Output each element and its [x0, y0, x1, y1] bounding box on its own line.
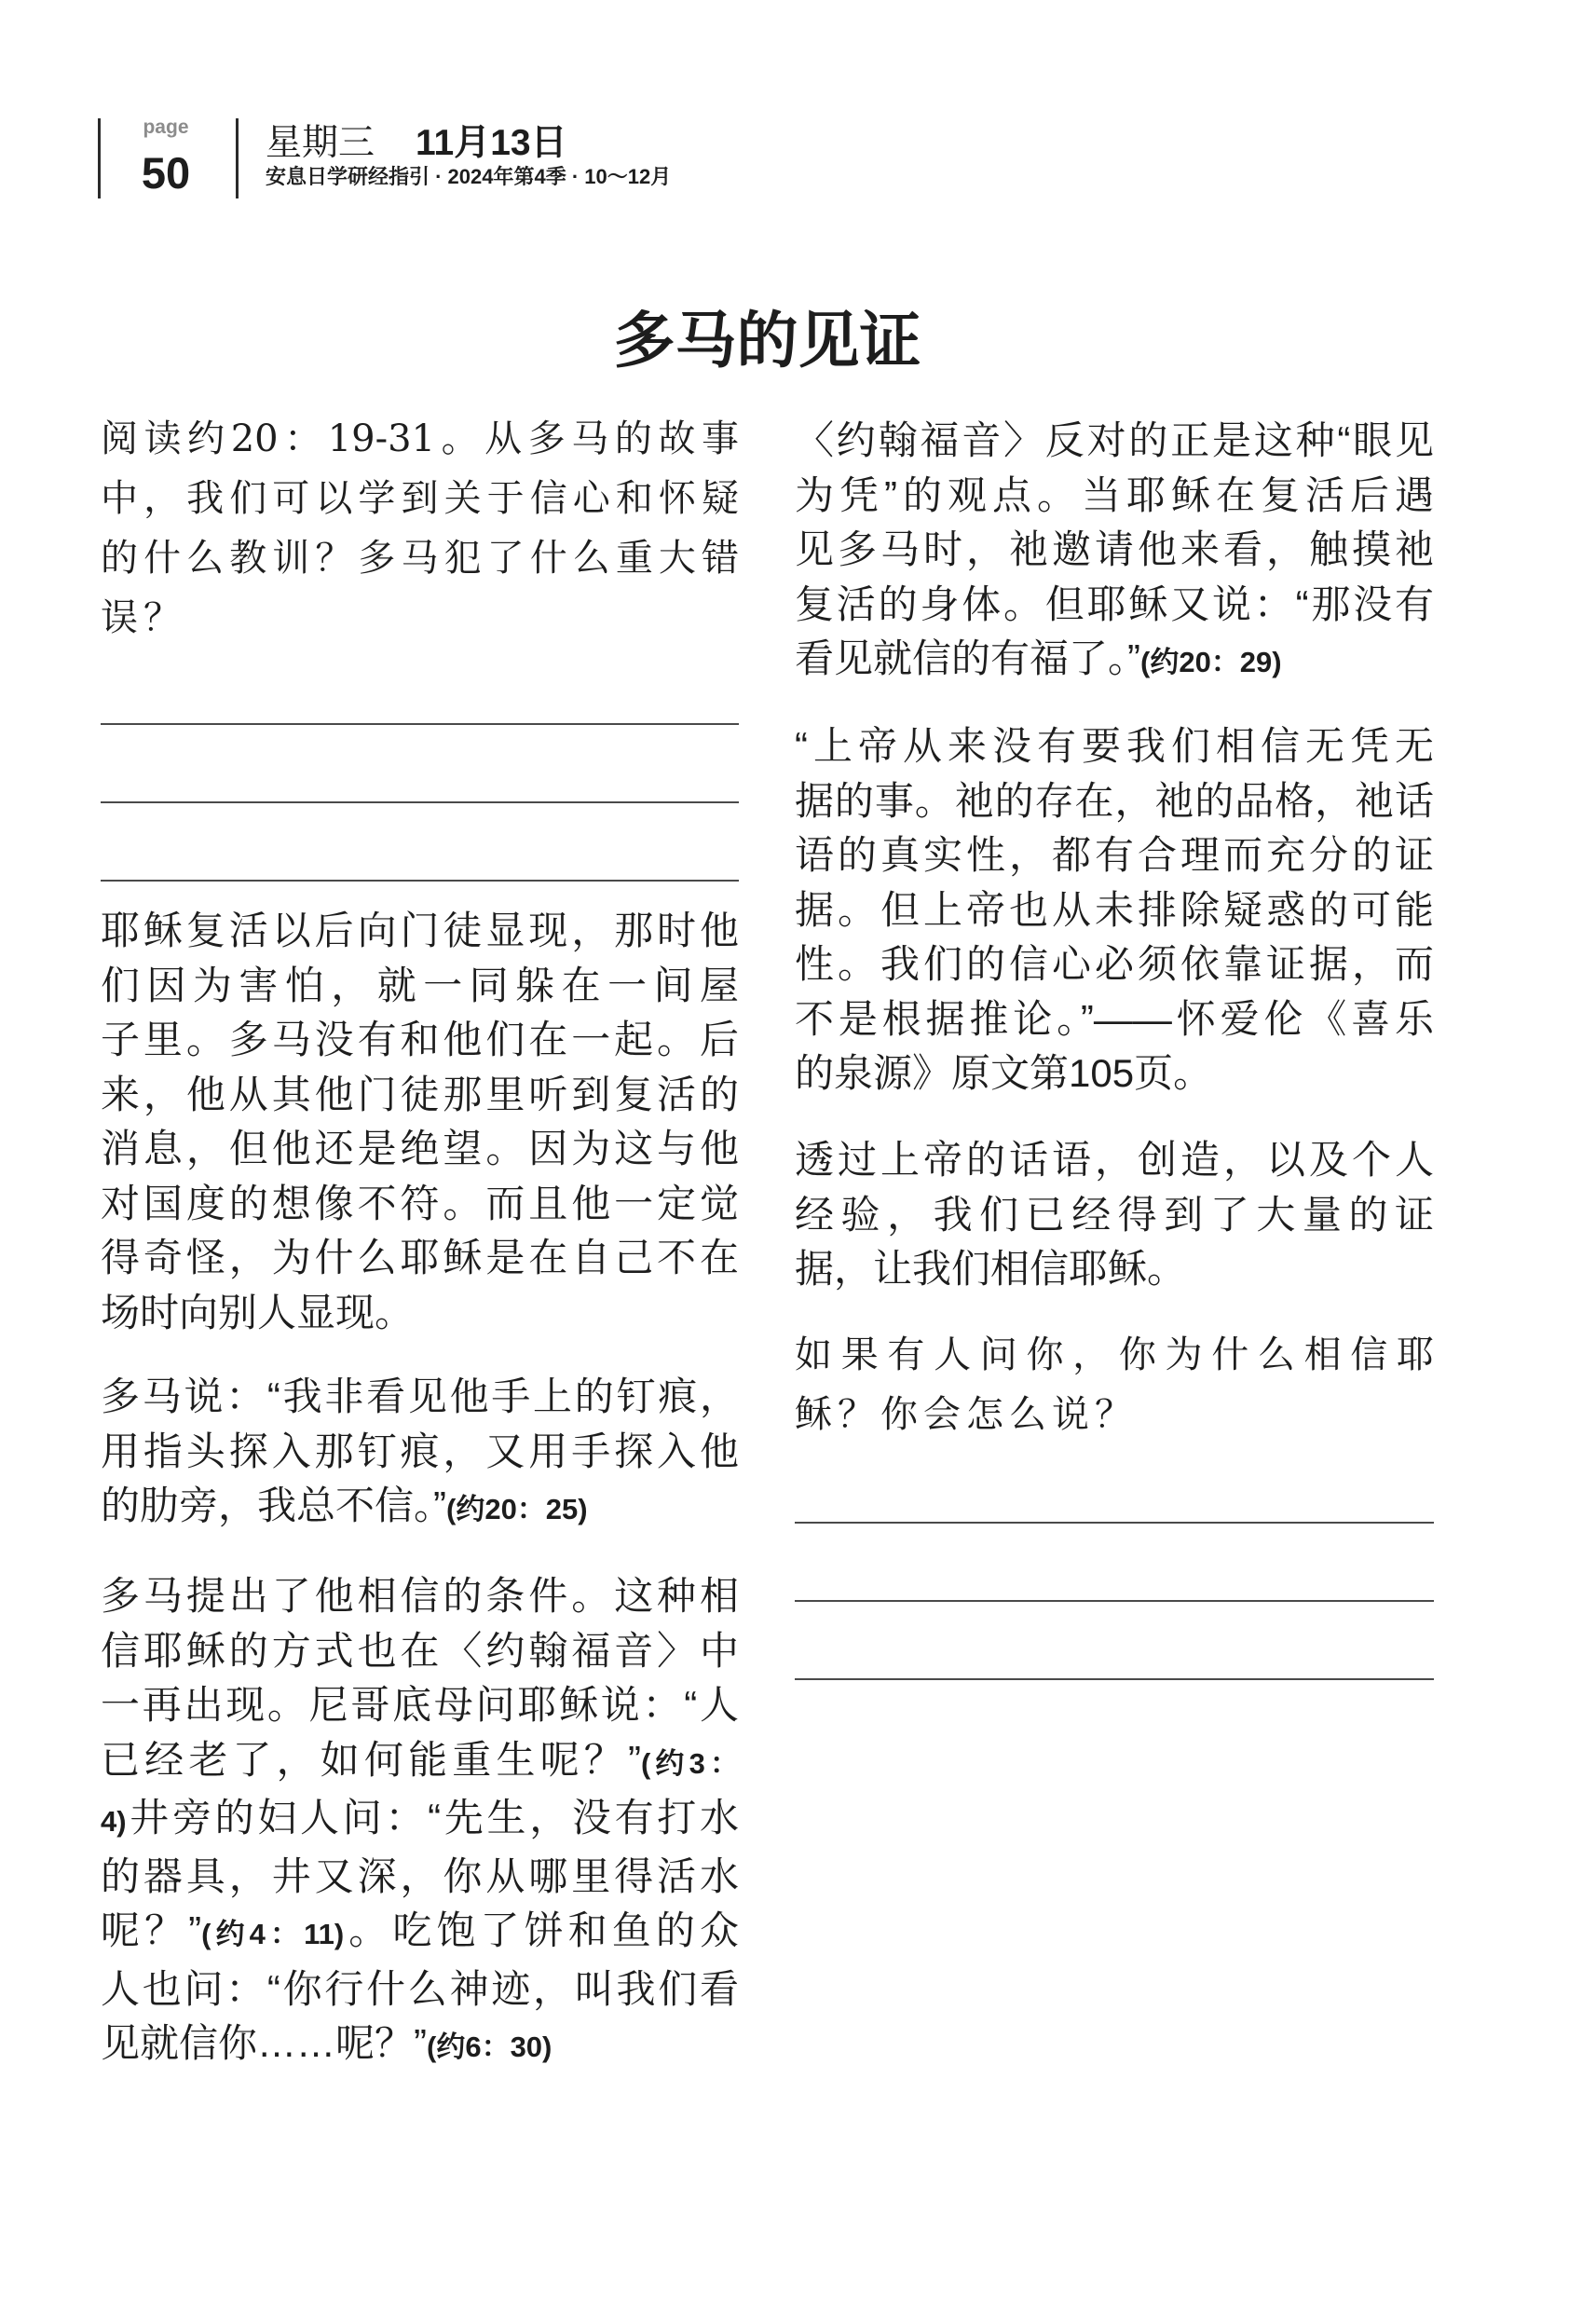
text-line [101, 1231, 739, 1286]
text-segment: 一再出现。尼哥底母问耶稣说：“人 [101, 1683, 739, 1727]
text-segment: 为凭”的观点。当耶稣在复活后遇 [795, 472, 1434, 517]
text-segment: 子里。多马没有和他们在一起。后 [101, 1018, 739, 1061]
text-line [795, 523, 1434, 578]
text-line [101, 1569, 739, 1624]
text-line [795, 1188, 1434, 1243]
text-segment: 语的真实性，都有合理而充分的证 [795, 833, 1434, 877]
scripture-reference: (约20：29) [1140, 646, 1282, 678]
text-segment: 。吃饱了饼和鱼的众 [344, 1908, 739, 1952]
text-line [101, 1904, 739, 1962]
scripture-reference: 4) [101, 1805, 127, 1838]
answer-line [101, 880, 739, 882]
text-segment: 信耶稣的方式也在〈约翰福音〉中 [101, 1628, 739, 1673]
lesson-title: 多马的见证 [613, 304, 921, 376]
text-line [101, 1850, 739, 1905]
text-segment: 性。我们的信心必须依靠证据，而 [795, 942, 1434, 986]
text-segment: 误？ [101, 596, 186, 639]
text-line [795, 1325, 1434, 1385]
text-line [101, 1425, 739, 1480]
scripture-reference: (约6：30) [427, 2031, 552, 2063]
answer-line [101, 723, 739, 725]
text-line [795, 1385, 1434, 1444]
page-number: 50 [141, 148, 191, 198]
text-segment: 来，他从其他门徒那里听到复活的 [101, 1072, 739, 1116]
text-segment: 经验，我们已经得到了大量的证 [795, 1192, 1434, 1237]
text-segment: 复活的身体。但耶稣又说：“那没有 [795, 581, 1434, 626]
answer-line [795, 1600, 1434, 1602]
text-segment: 耶稣复活以后向门徒显现，那时他 [101, 909, 739, 952]
text-segment: 阅读约20：19-31。从多马的故事 [101, 417, 739, 460]
text-segment: 得奇怪，为什么耶稣是在自己不在 [101, 1236, 739, 1279]
text-line [101, 1177, 739, 1232]
text-segment: 多马提出了他相信的条件。这种相 [101, 1574, 739, 1618]
answer-line [795, 1678, 1434, 1680]
weekday: 星期三 [266, 123, 375, 163]
body-paragraph [795, 1133, 1434, 1297]
scripture-reference: (约4：11) [201, 1918, 345, 1950]
text-segment: 们因为害怕，就一同躲在一间屋 [101, 963, 739, 1007]
text-segment: 场时向别人显现。 [101, 1290, 415, 1334]
text-line [795, 1046, 1434, 1101]
text-segment: 见多马时，祂邀请他来看，触摸祂 [795, 527, 1434, 571]
text-line [795, 1133, 1434, 1188]
text-segment: 的器具，井又深，你从哪里得活水 [101, 1853, 739, 1898]
header-divider [98, 118, 101, 198]
text-segment: 据的事。祂的存在，祂的品格，祂话 [795, 778, 1434, 823]
text-line [101, 1624, 739, 1679]
text-segment: 人也问：“你行什么神迹，叫我们看 [101, 1966, 739, 2011]
text-segment: “上帝从来没有要我们相信无凭无 [795, 724, 1434, 768]
text-line [101, 1678, 739, 1733]
header-divider [236, 118, 239, 198]
text-segment: 见就信你……呢？” [101, 2021, 427, 2065]
text-line [795, 774, 1434, 829]
body-paragraph [101, 1370, 739, 1538]
text-segment: 已经老了，如何能重生呢？” [101, 1737, 641, 1782]
text-segment: 稣？你会怎么说？ [795, 1393, 1138, 1436]
text-line [101, 1068, 739, 1123]
scripture-reference: (约20：25) [446, 1493, 588, 1525]
text-line [101, 588, 739, 648]
text-line [795, 469, 1434, 524]
lesson-guide-subtitle: 安息日学研经指引 · 2024年第4季 · 10～12月 [266, 165, 672, 188]
text-segment: 井旁的妇人问：“先生，没有打水 [126, 1796, 739, 1839]
text-line [101, 1370, 739, 1425]
text-segment: 对国度的想像不符。而且他一定觉 [101, 1181, 739, 1225]
page-label: page [143, 116, 189, 138]
text-line [795, 632, 1434, 691]
text-segment: 如果有人问你，你为什么相信耶 [795, 1333, 1434, 1376]
text-line [101, 1791, 739, 1850]
text-line [101, 1479, 739, 1538]
text-segment: 呢？” [101, 1908, 202, 1952]
text-line [101, 959, 739, 1014]
text-line [101, 1733, 739, 1792]
scripture-reference: (约3： [640, 1746, 739, 1780]
text-segment: 的肋旁，我总不信。” [101, 1484, 446, 1527]
text-line [101, 1013, 739, 1068]
text-segment: 中，我们可以学到关于信心和怀疑 [101, 477, 739, 520]
reflection-question [795, 1325, 1434, 1444]
text-segment: 的泉源》原文第105页。 [795, 1051, 1213, 1095]
body-paragraph [795, 414, 1434, 691]
date: 11月13日 [416, 123, 567, 163]
text-line [795, 1242, 1434, 1297]
text-line [101, 409, 739, 469]
text-segment: 〈约翰福音〉反对的正是这种“眼见 [795, 418, 1434, 462]
text-segment: 据，让我们相信耶稣。 [795, 1247, 1187, 1291]
text-line [101, 2017, 739, 2075]
text-line [101, 1286, 739, 1341]
answer-line [795, 1522, 1434, 1524]
text-line [101, 528, 739, 588]
text-line [101, 904, 739, 959]
study-question [101, 409, 739, 648]
text-segment: 的什么教训？多马犯了什么重大错 [101, 537, 739, 580]
body-paragraph [101, 904, 739, 1340]
text-line [795, 937, 1434, 992]
text-segment: 看见就信的有福了。” [795, 636, 1140, 680]
text-line [795, 992, 1434, 1047]
body-paragraph [101, 1569, 739, 2075]
text-segment: 用指头探入那钉痕，又用手探入他 [101, 1429, 739, 1473]
text-segment: 消息，但他还是绝望。因为这与他 [101, 1127, 739, 1170]
text-segment: 透过上帝的话语，创造，以及个人 [795, 1138, 1434, 1182]
text-line [101, 469, 739, 528]
text-line [101, 1122, 739, 1177]
text-segment: 不是根据推论。”——怀爱伦《喜乐 [795, 996, 1434, 1041]
text-line [795, 828, 1434, 883]
text-line [795, 719, 1434, 774]
text-line [795, 414, 1434, 469]
date-line [266, 121, 567, 166]
text-line [795, 883, 1434, 938]
quotation-paragraph [795, 719, 1434, 1101]
text-segment: 据。但上帝也从未排除疑惑的可能 [795, 887, 1434, 932]
text-line [101, 1962, 739, 2017]
answer-line [101, 801, 739, 803]
text-line [795, 578, 1434, 633]
text-segment: 多马说：“我非看见他手上的钉痕， [101, 1374, 739, 1418]
